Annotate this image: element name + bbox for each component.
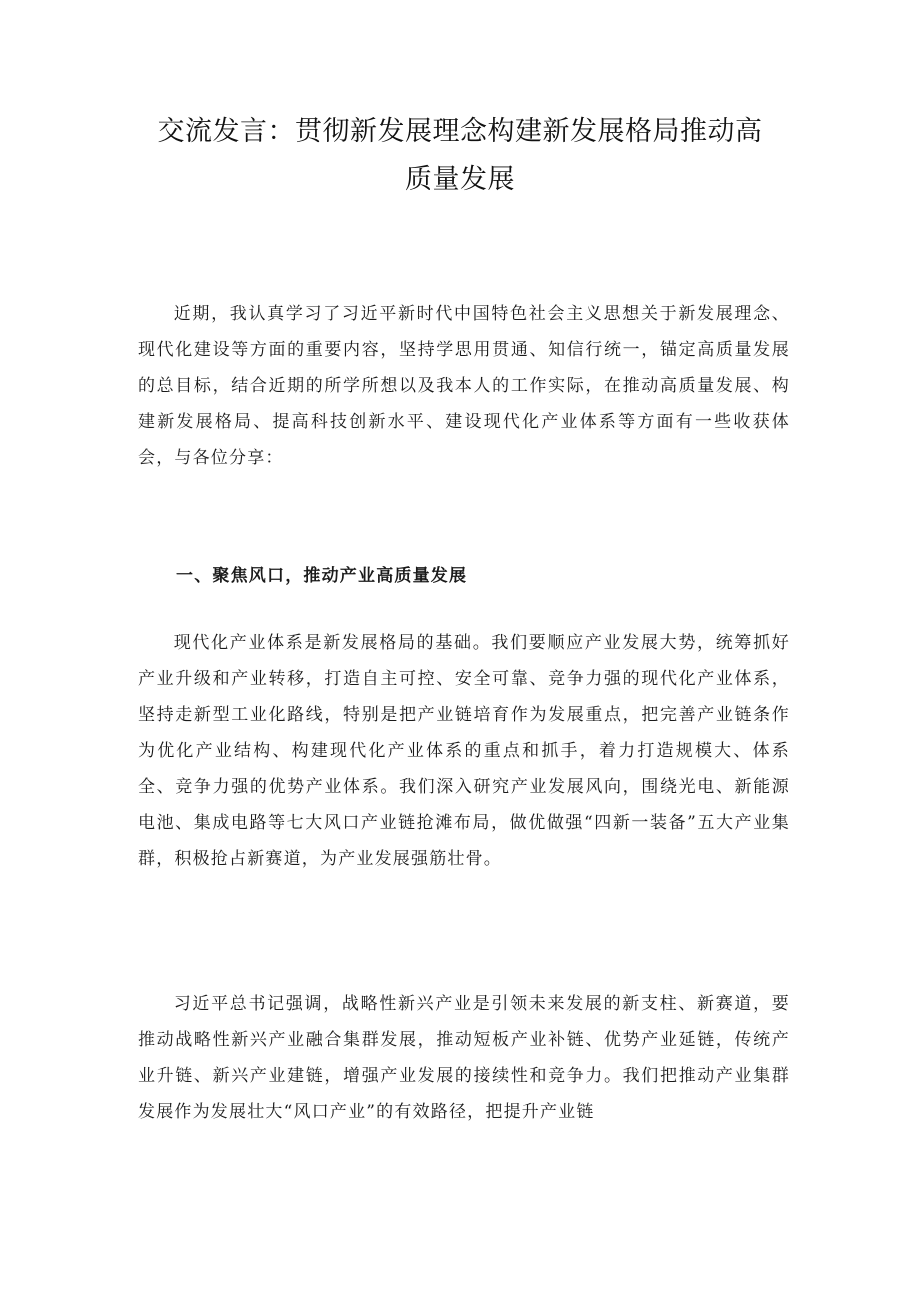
title-line-2: 质量发展 bbox=[405, 164, 515, 195]
section1-paragraph-1: 现代化产业体系是新发展格局的基础。我们要顺应产业发展大势，统筹抓好产业升级和产业转移，打造自主可控、安全可靠、竞争力强的现代化产业体系，坚持走新型工业化路线，特别是把产业链培育作为发展重点，把完善产业链条作为优化产业结构、构建现代化产业体系的重点和抓手，着力打造规模大、体系全、竞争力强的优势产业体系。我们深入研究产业发展风向，围绕光电、新能源电池、集成电路等七大风口产业链抢滩布局，做优做强“四新一装备”五大产业集群，积极抢占新赛道，为产业发展强筋壮骨。 bbox=[138, 633, 790, 869]
document-title bbox=[130, 108, 790, 204]
title-line-1: 交流发言：贯彻新发展理念构建新发展格局推动高 bbox=[157, 116, 763, 147]
section1-paragraph-2: 习近平总书记强调，战略性新兴产业是引领未来发展的新支柱、新赛道，要推动战略性新兴产业融合集群发展，推动短板产业补链、优势产业延链，传统产业升链、新兴产业建链，增强产业发展的接续性和竞争力。我们把推动产业集群发展作为发展壮大“风口产业”的有效路径，把提升产业链 bbox=[138, 994, 790, 1122]
intro-paragraph: 近期，我认真学习了习近平新时代中国特色社会主义思想关于新发展理念、现代化建设等方面的重要内容，坚持学思用贯通、知信行统一，锚定高质量发展的总目标，结合近期的所学所想以及我本人的工作实际，在推动高质量发展、构建新发展格局、提高科技创新水平、建设现代化产业体系等方面有一些收获体会，与各位分享： bbox=[138, 304, 790, 468]
section-heading-1: 一、聚焦风口，推动产业高质量发展 bbox=[176, 566, 468, 586]
